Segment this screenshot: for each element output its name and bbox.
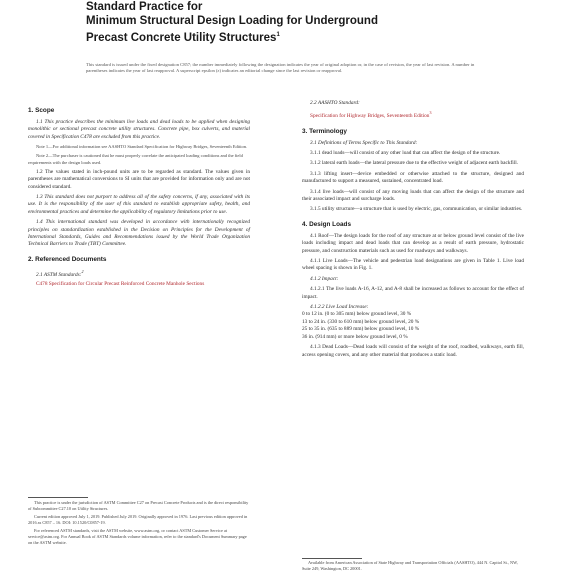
footnote-2: Current edition approved July 1, 2019. Published July 2019. Originally approved in 1976. Last previous edition approved in 2016 as C857 – 16. DOI: 10.1520/C0857-19. [28,514,248,525]
footnotes-left [28,500,250,548]
para-1-3: 1.3 This standard does not purport to address all of the safety concerns, if any, associated with its use. It is the responsibility of the user of this standard to establish appropriate safety, health, and environmental practices and determine the applicability of regulatory limitations prior to use. [28,194,250,215]
ref-c478-link[interactable]: C478 Specification for Circular Precast Reinforced Concrete Manhole Sections [36,281,205,288]
section-scope-heading: 1. Scope [28,107,55,114]
design-4-1-2-2: 4.1.2.2 Live Load Increase: [310,304,369,311]
left-column [28,100,250,290]
aashto-heading: 2.2 AASHTO Standard: [310,100,360,106]
increase-row-1: 0 to 12 in. (0 to 305 mm) below ground level, 30 % [302,311,412,318]
aashto-ref-link[interactable]: Specification for Highway Bridges, Seventeenth Edition$^3$ [310,110,432,120]
para-1-1: 1.1 This practice describes the minimum live loads and dead loads to be applied when designing monolithic or sectional precast concrete utility structures. Concrete pipe, box culverts, and material covered in Specification C478 are excluded from this practice. [28,119,250,140]
term-3-1-5: 3.1.5 utility structure—a structure that is used by electric, gas, communication, or similar industries. [310,206,523,213]
increase-row-3: 25 to 35 in. (635 to 889 mm) below ground level, 10 % [302,326,420,333]
title-line-2: Minimum Structural Design Loading for Underground [86,15,378,27]
para-1-4: 1.4 This international standard was developed in accordance with internationally recognized principles on standardization established in the Decision on Principles for the Development of International Standards, Guides and Recommendations issued by the World Trade Organization Technical Barriers to Trade (TBT) Committee. [28,219,250,248]
footnote-3: For referenced ASTM standards, visit the ASTM website, www.astm.org, or contact ASTM Customer Service at service@astm.org. For Annual Book of ASTM Standards volume information, refer to the standard's Document Summary page on the ASTM website. [28,528,247,545]
term-3-1-2: 3.1.2 lateral earth loads—the lateral pressure due to the effective weight of adjacent earth backfill. [310,160,519,167]
footnote-aashto: Available from American Association of State Highway and Transportation Officials (AASHTO), 444 N. Capitol St., NW, Suite 249, Washington, DC 20001. [302,560,518,571]
design-4-1-3: 4.1.3 Dead Loads—Dead loads will consist of the weight of the roof, roadbed, walkways, earth fill, access opening covers, and any other material that produces a static load. [302,344,524,358]
footnote-rule-right [302,558,362,559]
design-4-1-1: 4.1.1 Live Loads—The vehicle and pedestrian load designations are given in Table 1. Live load wheel spacing is shown in Fig. 1. [302,258,524,272]
designation-note: This standard is issued under the fixed designation C857; the number immediately following the designation indicates the year of original adoption or, in the case of revision, the year of last revision. A number in parentheses indicates the year of last reapproval. A superscript epsilon (ε) indicates an editorial change since the last revision or reapproval. [86,62,475,73]
increase-row-4: 36 in. (914 mm) or more below ground level, 0 % [302,333,408,340]
term-3-1-4: 3.1.4 live loads—will consist of any moving loads that can affect the design of the structure and their associated impact and surcharge loads. [302,188,524,203]
term-3-1-3: 3.1.3 lifting insert—device embedded or otherwise attached to the structure, designed and manufactured to support a measured, sustained, concentrated load. [302,170,524,185]
design-4-1: 4.1 Roof—The design loads for the roof of any structure at or below ground level consist of the live loads including impact and dead loads that can develop as a result of earth pressure, hydrostatic pressure, and construction materials such as used for roadways and walkways. [302,232,524,254]
design-4-1-2-1: 4.1.2.1 The live loads A-16, A-12, and A-8 shall be increased as follows to account for the effect of impact. [302,286,524,300]
section-terminology-heading: 3. Terminology [302,127,347,135]
section-refdocs-heading: 2. Referenced Documents [28,255,107,263]
title-line-1: Standard Practice for [86,1,203,13]
footnote-rule-left [28,497,88,498]
astm-standards-heading: 2.1 ASTM Standards:$^2$ [36,268,84,278]
design-4-1-2: 4.1.2 Impact: [310,275,339,282]
footnotes-right [302,560,524,574]
right-column [302,100,524,362]
term-3-1-1: 3.1.1 dead loads—will consist of any other load that can affect the design of the structure. [310,149,501,156]
increase-row-2: 13 to 24 in. (330 to 610 mm) below ground level, 20 % [302,318,420,325]
title-line-3: Precast Concrete Utility Structures$^1$ [86,31,280,44]
section-design-loads-heading: 4. Design Loads [302,220,352,228]
term-3-1: 3.1 Definitions of Terms Specific to This Standard: [310,139,418,146]
para-1-2: 1.2 The values stated in inch-pound units are to be regarded as standard. The values given in parentheses are mathematical conversions to SI units that are provided for information only and are not considered standard. [28,168,250,190]
title-block [86,0,506,45]
footnote-1: This practice is under the jurisdiction of ASTM Committee C27 on Precast Concrete Products and is the direct responsibility of Subcommittee C27.10 on Utility Structures. [28,500,249,511]
note-1: Note 1—For additional information see AASHTO Standard Specification for Highway Bridges, Seventeenth Edition. [36,144,248,150]
note-2: Note 2—The purchaser is cautioned that he must properly correlate the anticipated loading conditions and the field requirements with the design loads used. [28,153,243,165]
